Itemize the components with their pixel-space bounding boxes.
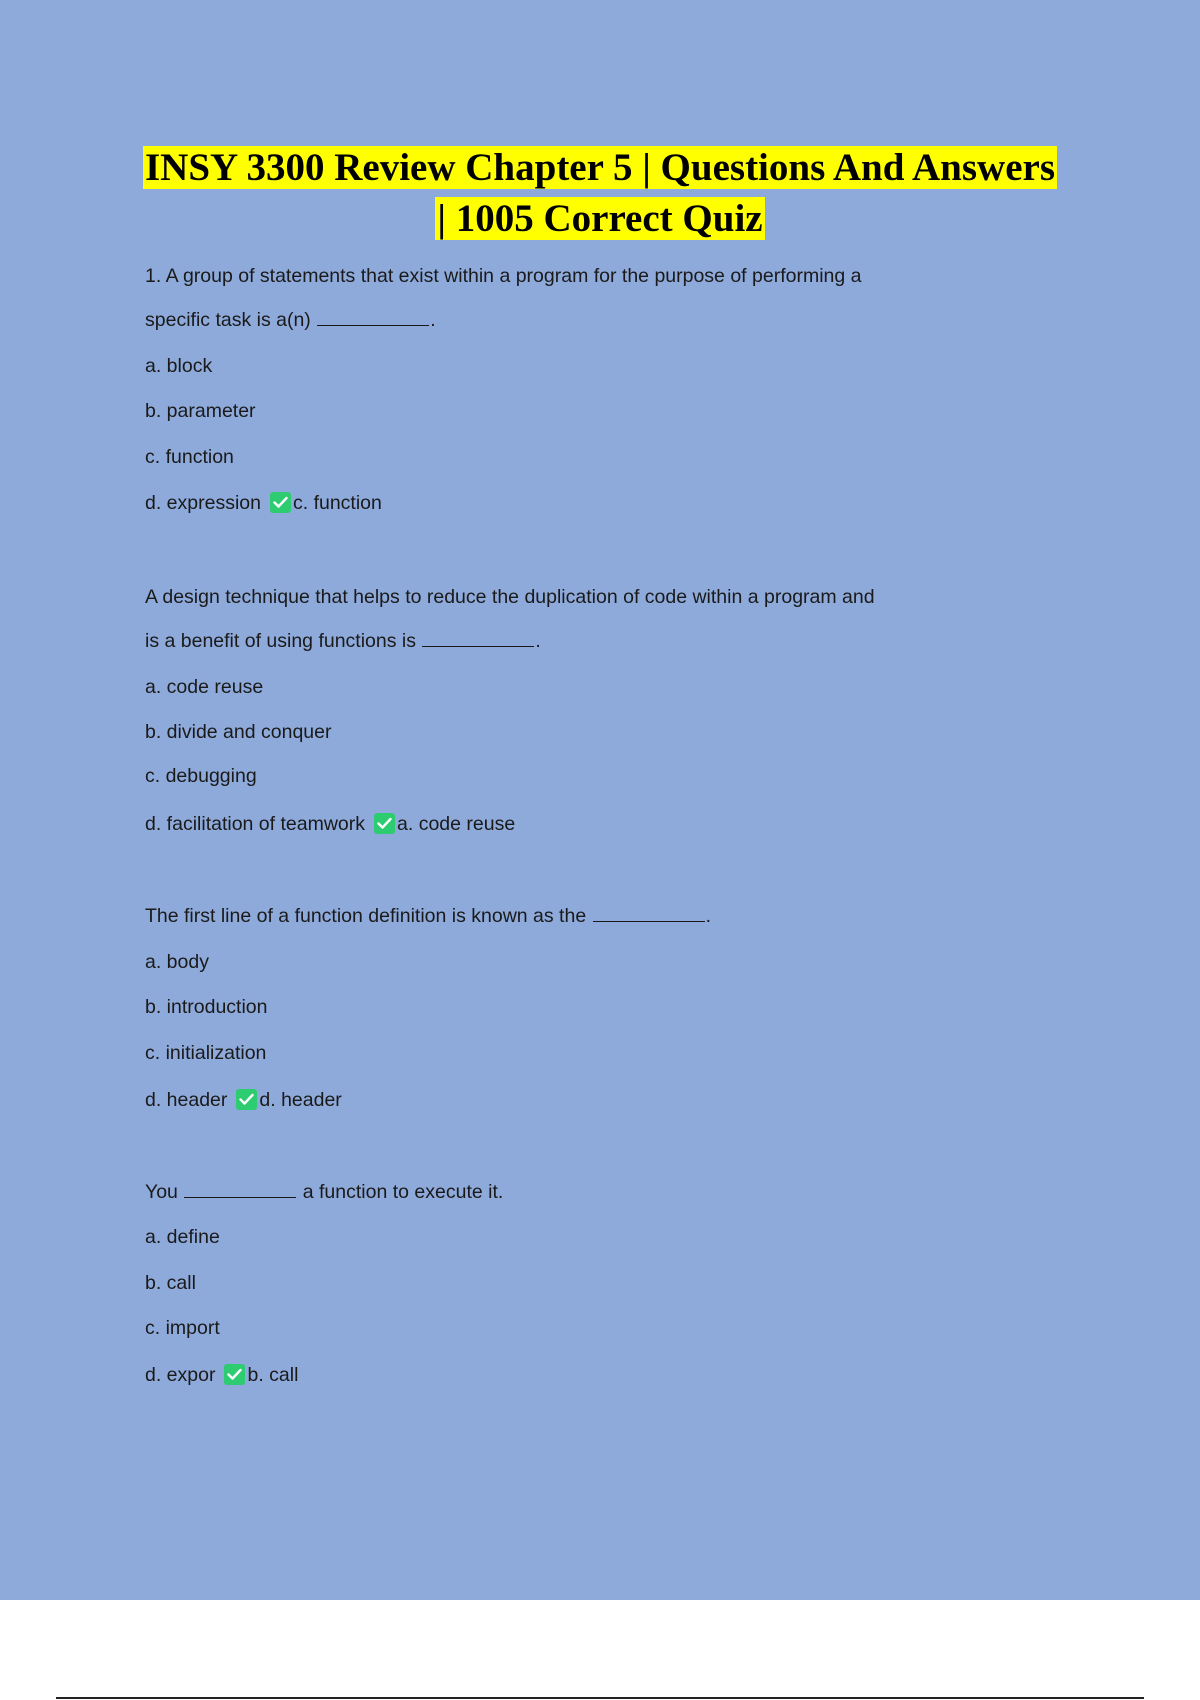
question-2-option-a: a. code reuse	[145, 676, 264, 698]
question-3-option-c: c. initialization	[145, 1042, 267, 1064]
question-4-answer: b. call	[247, 1364, 299, 1386]
question-4-option-a: a. define	[145, 1226, 220, 1248]
title-line-1: INSY 3300 Review Chapter 5 | Questions And Answers	[144, 146, 1055, 189]
question-1-stem-before: specific task is a(n)	[145, 309, 311, 331]
question-4-option-d: d. expor	[145, 1364, 216, 1386]
question-1-option-b: b. parameter	[145, 400, 256, 422]
footer-divider	[56, 1697, 1144, 1699]
question-4-stem-after: a function to execute it.	[302, 1181, 504, 1203]
question-2-option-b: b. divide and conquer	[145, 721, 332, 743]
question-2-stem-before: is a benefit of using functions is	[145, 630, 416, 652]
question-2-option-d-row	[145, 811, 515, 837]
question-1-answer: c. function	[292, 492, 382, 514]
question-3-option-b: b. introduction	[145, 996, 268, 1018]
checkmark-icon	[224, 1364, 245, 1385]
question-3-option-d-row	[145, 1087, 342, 1113]
question-3-option-a: a. body	[145, 951, 209, 973]
checkmark-icon	[236, 1089, 257, 1110]
question-1-stem-line-2	[145, 307, 436, 333]
question-3-stem	[145, 903, 711, 929]
answer-blank	[317, 307, 429, 326]
checkmark-icon	[374, 813, 395, 834]
question-1-option-c: c. function	[145, 446, 234, 468]
answer-blank	[593, 903, 705, 922]
question-4-stem-before: You	[145, 1181, 178, 1203]
question-1-option-a: a. block	[145, 355, 213, 377]
question-3-stem-after: .	[705, 905, 712, 927]
checkmark-icon	[270, 492, 291, 513]
question-4-option-c: c. import	[145, 1317, 220, 1339]
answer-blank	[184, 1179, 296, 1198]
question-2-answer: a. code reuse	[397, 813, 516, 835]
question-4-stem	[145, 1179, 503, 1205]
document-title	[0, 142, 1200, 244]
question-4-option-b: b. call	[145, 1272, 196, 1294]
question-1-option-d-row	[145, 490, 382, 516]
question-1-option-d: d. expression	[145, 492, 261, 514]
question-1-stem-after: .	[430, 309, 436, 331]
question-2-stem-line-1: A design technique that helps to reduce the duplication of code within a program and	[145, 586, 875, 608]
question-4-option-d-row	[145, 1362, 298, 1388]
question-2-option-c: c. debugging	[145, 765, 257, 787]
title-line-2: | 1005 Correct Quiz	[437, 197, 763, 240]
question-2-stem-after: .	[535, 630, 541, 652]
answer-blank	[422, 628, 534, 647]
question-1-stem-line-1: 1. A group of statements that exist within a program for the purpose of performing a	[145, 265, 862, 287]
question-3-answer: d. header	[259, 1089, 342, 1111]
question-2-option-d: d. facilitation of teamwork	[145, 813, 366, 835]
question-2-stem-line-2	[145, 628, 541, 654]
question-3-stem-before: The first line of a function definition is known as the	[145, 905, 587, 927]
question-3-option-d: d. header	[145, 1089, 228, 1111]
